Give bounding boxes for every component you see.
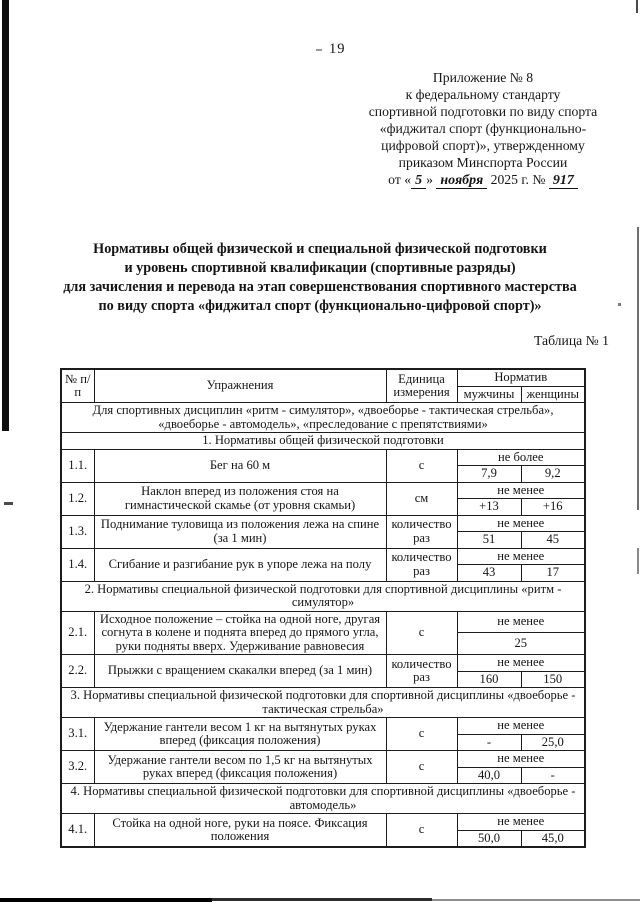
appendix-date-line bbox=[354, 171, 612, 189]
table-row bbox=[61, 449, 585, 466]
table-row bbox=[61, 751, 585, 768]
women-value-cell: 45 bbox=[521, 532, 585, 549]
row-number-cell: 1.2. bbox=[61, 482, 94, 515]
handwritten-day: 5 bbox=[411, 173, 426, 189]
men-value-cell: 7,9 bbox=[457, 466, 521, 483]
men-value-cell: 50,0 bbox=[457, 830, 521, 847]
men-value-cell: - bbox=[457, 734, 521, 751]
title-line: по виду спорта «фиджитал спорт (функционально-цифровой спорт)» bbox=[98, 298, 542, 314]
women-value-cell: 45,0 bbox=[521, 830, 585, 847]
row-number-cell: 4.1. bbox=[61, 814, 94, 848]
threshold-cell: не более bbox=[457, 449, 585, 466]
col-header-number: № п/п bbox=[61, 369, 94, 403]
men-value-cell: 160 bbox=[457, 671, 521, 688]
date-rest: 2025 г. № bbox=[490, 172, 546, 187]
title-line: и уровень спортивной квалификации (спортивные разряды) bbox=[124, 260, 516, 276]
women-value-cell: - bbox=[521, 767, 585, 784]
threshold-cell: не менее bbox=[457, 655, 585, 672]
women-value-cell: 150 bbox=[521, 671, 585, 688]
unit-cell: с bbox=[386, 449, 457, 482]
section-header-row bbox=[61, 784, 585, 814]
appendix-line: цифровой спорт)», утвержденному bbox=[381, 138, 585, 153]
exercise-cell: Прыжки с вращением скакалки вперед (за 1 мин) bbox=[94, 655, 386, 688]
row-number-cell: 2.1. bbox=[61, 611, 94, 655]
scan-artifact-right-mark bbox=[637, 227, 639, 510]
appendix-line: Приложение № 8 bbox=[432, 70, 534, 85]
col-header-unit: Единица измерения bbox=[386, 369, 457, 403]
women-value-cell: 17 bbox=[521, 565, 585, 582]
merged-value-cell: 25 bbox=[457, 633, 585, 655]
exercise-cell: Бег на 60 м bbox=[94, 449, 386, 482]
unit-cell: количество раз bbox=[386, 515, 457, 548]
title-line: Нормативы общей физической и специальной физической подготовки bbox=[93, 241, 547, 257]
page-number bbox=[316, 41, 346, 58]
col-header-exercise: Упражнения bbox=[94, 369, 386, 403]
table-row bbox=[61, 655, 585, 672]
unit-cell: количество раз bbox=[386, 655, 457, 688]
row-number-cell: 3.1. bbox=[61, 718, 94, 751]
exercise-cell: Сгибание и разгибание рук в упоре лежа на полу bbox=[94, 548, 386, 581]
row-number-cell: 1.1. bbox=[61, 449, 94, 482]
threshold-cell: не менее bbox=[457, 611, 585, 633]
table-row bbox=[61, 515, 585, 532]
row-number-cell: 2.2. bbox=[61, 655, 94, 688]
unit-cell: см bbox=[386, 482, 457, 515]
exercise-cell: Удержание гантели весом по 1,5 кг на вытянутых руках вперед (фиксация положения) bbox=[94, 751, 386, 784]
scan-artifact-bottom-line bbox=[0, 898, 212, 902]
disciplines-note: Для спортивных дисциплин «ритм - симулятор», «двоеборье - тактическая стрельба», «двоеборье - автомодель», «преследование с препятствиями» bbox=[61, 403, 585, 433]
appendix-line: приказом Минспорта России bbox=[398, 155, 568, 170]
handwritten-order-number: 917 bbox=[549, 173, 578, 189]
date-after-day: » bbox=[426, 172, 433, 187]
section-2-header: 2. Нормативы специальной физической подготовки для спортивной дисциплины «ритм - симулятор» bbox=[61, 581, 585, 611]
threshold-cell: не менее bbox=[457, 718, 585, 735]
disciplines-note-row bbox=[61, 403, 585, 433]
threshold-cell: не менее bbox=[457, 515, 585, 532]
appendix-line: «фиджитал спорт (функционально- bbox=[379, 121, 587, 136]
exercise-cell: Стойка на одной ноге, руки на поясе. Фиксация положения bbox=[94, 814, 386, 848]
table-row bbox=[61, 718, 585, 735]
section-3-header: 3. Нормативы специальной физической подготовки для спортивной дисциплины «двоеборье - тактическая стрельба» bbox=[61, 688, 585, 718]
col-header-men: мужчины bbox=[457, 386, 521, 403]
table-row bbox=[61, 611, 585, 633]
col-header-norm: Норматив bbox=[457, 369, 585, 386]
section-header-row bbox=[61, 688, 585, 718]
section-1-header: 1. Нормативы общей физической подготовки bbox=[61, 433, 585, 450]
section-header-row bbox=[61, 433, 585, 450]
unit-cell: с bbox=[386, 751, 457, 784]
scan-artifact-left-dash bbox=[4, 502, 13, 505]
normatives-table bbox=[60, 368, 586, 848]
scan-artifact-bottom-line bbox=[432, 899, 640, 901]
scan-artifact-page-dash bbox=[316, 49, 322, 51]
table-header-row bbox=[61, 369, 585, 386]
appendix-line: спортивной подготовки по виду спорта bbox=[368, 104, 598, 119]
women-value-cell: +16 bbox=[521, 499, 585, 516]
women-value-cell: 25,0 bbox=[521, 734, 585, 751]
men-value-cell: 51 bbox=[457, 532, 521, 549]
handwritten-month: ноября bbox=[436, 173, 487, 189]
threshold-cell: не менее bbox=[457, 814, 585, 831]
title-line: для зачисления и перевода на этап совершенствования спортивного мастерства bbox=[63, 279, 577, 295]
women-value-cell: 9,2 bbox=[521, 466, 585, 483]
scan-artifact-dot bbox=[618, 303, 621, 306]
men-value-cell: 43 bbox=[457, 565, 521, 582]
exercise-cell: Удержание гантели весом 1 кг на вытянутых руках вперед (фиксация положения) bbox=[94, 718, 386, 751]
table-row bbox=[61, 548, 585, 565]
section-header-row bbox=[61, 581, 585, 611]
page-number-value: 19 bbox=[329, 41, 346, 57]
threshold-cell: не менее bbox=[457, 751, 585, 768]
scan-artifact-left-bar bbox=[2, 0, 9, 431]
row-number-cell: 1.4. bbox=[61, 548, 94, 581]
unit-cell: с bbox=[386, 611, 457, 655]
men-value-cell: +13 bbox=[457, 499, 521, 516]
table-row bbox=[61, 814, 585, 831]
date-prefix: от « bbox=[388, 172, 412, 187]
table-caption: Таблица № 1 bbox=[533, 333, 609, 348]
appendix-line: к федеральному стандарту bbox=[405, 87, 561, 102]
scan-artifact-bottom-line bbox=[212, 898, 432, 901]
men-value-cell: 40,0 bbox=[457, 767, 521, 784]
exercise-cell: Исходное положение – стойка на одной ноге, другая согнута в колене и поднята вперед до прямого угла, руки подняты вверх. Удерживание равновесия bbox=[94, 611, 386, 655]
exercise-cell: Поднимание туловища из положения лежа на спине (за 1 мин) bbox=[94, 515, 386, 548]
threshold-cell: не менее bbox=[457, 548, 585, 565]
scan-artifact-right-mark bbox=[636, 0, 638, 13]
col-header-women: женщины bbox=[521, 386, 585, 403]
scan-artifact-right-mark bbox=[637, 548, 639, 574]
row-number-cell: 1.3. bbox=[61, 515, 94, 548]
unit-cell: с bbox=[386, 718, 457, 751]
table-row bbox=[61, 482, 585, 499]
exercise-cell: Наклон вперед из положения стоя на гимнастической скамье (от уровня скамьи) bbox=[94, 482, 386, 515]
unit-cell: количество раз bbox=[386, 548, 457, 581]
unit-cell: с bbox=[386, 814, 457, 848]
document-title bbox=[40, 240, 600, 316]
threshold-cell: не менее bbox=[457, 482, 585, 499]
section-4-header: 4. Нормативы специальной физической подготовки для спортивной дисциплины «двоеборье - автомодель» bbox=[61, 784, 585, 814]
row-number-cell: 3.2. bbox=[61, 751, 94, 784]
appendix-reference bbox=[354, 69, 612, 189]
